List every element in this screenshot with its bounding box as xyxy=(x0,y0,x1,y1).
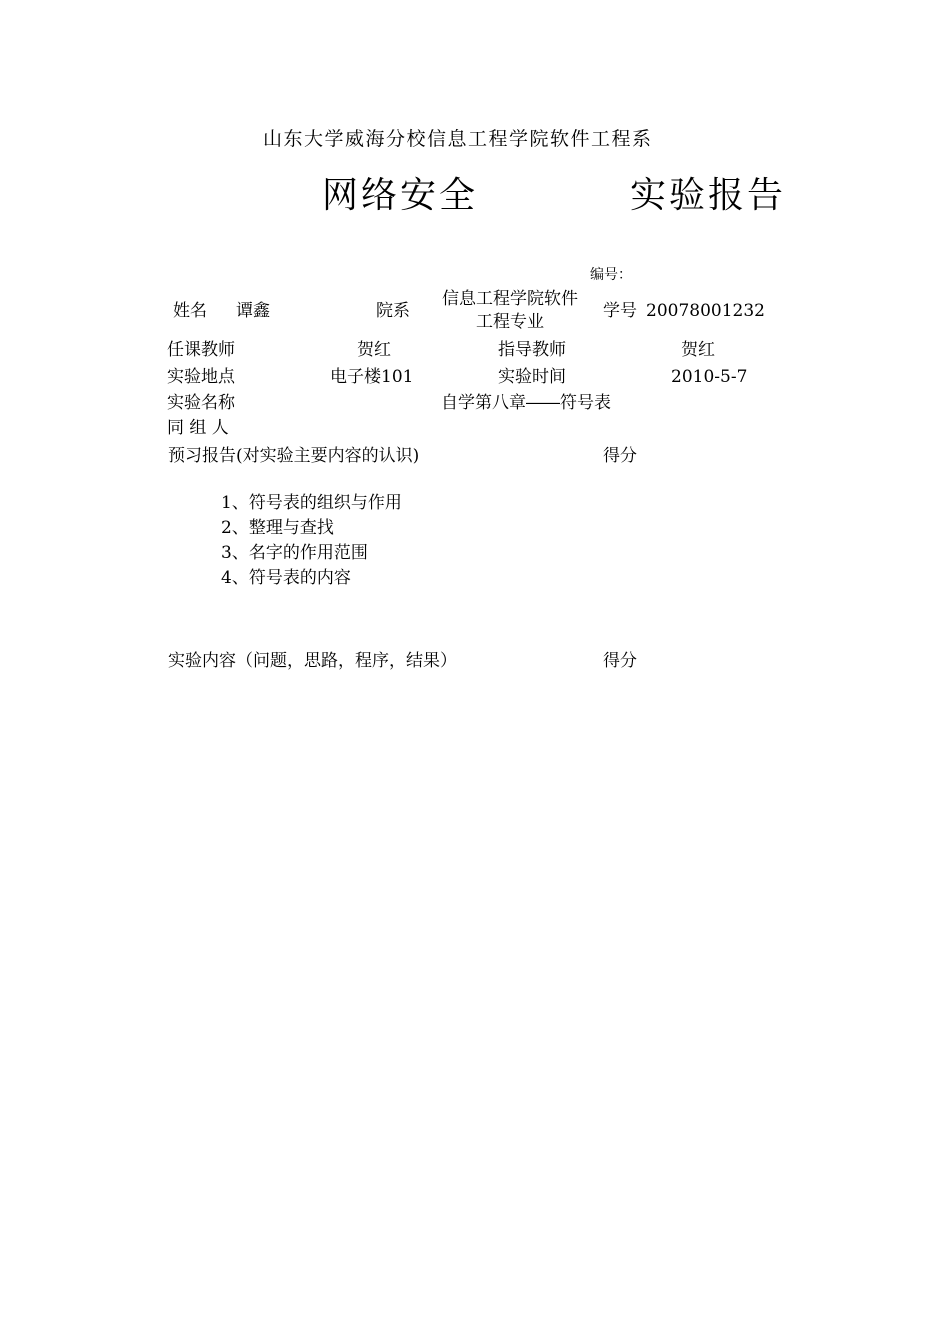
advisor-value: 贺红 xyxy=(681,340,715,360)
list-item: 1、符号表的组织与作用 xyxy=(221,493,402,513)
exp-name-label: 实验名称 xyxy=(167,393,235,413)
time-label: 实验时间 xyxy=(498,367,566,387)
dept-value: 信息工程学院软件工程专业 xyxy=(442,289,578,332)
name-value: 谭鑫 xyxy=(236,301,270,321)
advisor-label: 指导教师 xyxy=(498,340,566,360)
group-label: 同 组 人 xyxy=(167,418,229,438)
teacher-value: 贺红 xyxy=(357,340,391,360)
student-id-label: 学号 xyxy=(603,301,637,321)
preview-title: 预习报告(对实验主要内容的认识) xyxy=(168,446,420,466)
teacher-label: 任课教师 xyxy=(167,340,235,360)
report-type-title: 实验报告 xyxy=(630,175,787,216)
dept-label: 院系 xyxy=(376,301,410,321)
location-label: 实验地点 xyxy=(167,367,235,387)
time-value: 2010-5-7 xyxy=(671,367,748,387)
location-value: 电子楼101 xyxy=(330,367,414,387)
preview-score-label: 得分 xyxy=(603,446,637,466)
exp-name-value: 自学第八章――符号表 xyxy=(441,393,611,413)
content-title: 实验内容（问题，思路，程序，结果） xyxy=(168,651,457,671)
name-label: 姓名 xyxy=(173,301,207,321)
serial-label: 编号： xyxy=(590,267,632,283)
student-id-value: 20078001232 xyxy=(646,301,765,321)
list-item: 4、符号表的内容 xyxy=(221,568,351,588)
list-item: 3、名字的作用范围 xyxy=(221,543,368,563)
course-title: 网络安全 xyxy=(322,175,479,216)
content-score-label: 得分 xyxy=(603,651,637,671)
organization-title: 山东大学威海分校信息工程学院软件工程系 xyxy=(263,128,653,150)
list-item: 2、整理与查找 xyxy=(221,518,334,538)
